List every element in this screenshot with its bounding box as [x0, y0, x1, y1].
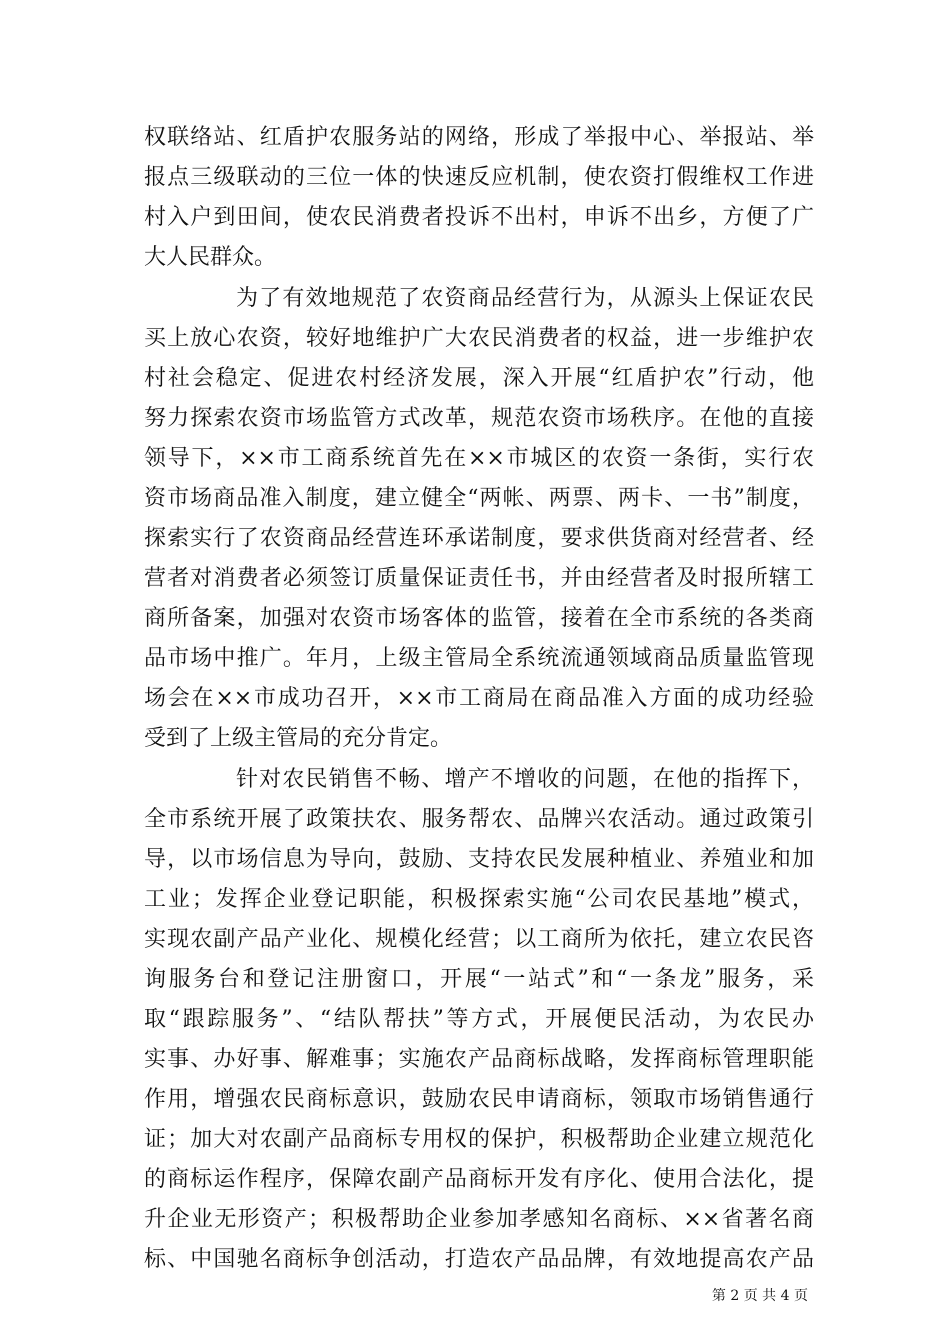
text-line: 品市场中推广。年月，上级主管局全系统流通领域商品质量监管现: [144, 646, 814, 671]
text-line: 询服务台和登记注册窗口，开展“一站式”和“一条龙”服务，采: [144, 967, 814, 992]
text-line: 买上放心农资，较好地维护广大农民消费者的权益，进一步维护农: [144, 326, 814, 351]
text-line: 权联络站、红盾护农服务站的网络，形成了举报中心、举报站、举: [144, 125, 814, 150]
paragraph-first-line: 针对农民销售不畅、增产不增收的问题，在他的指挥下，: [236, 767, 814, 792]
text-line: 探索实行了农资商品经营连环承诺制度，要求供货商对经营者、经: [144, 526, 814, 551]
paragraph-first-line: 为了有效地规范了农资商品经营行为，从源头上保证农民: [236, 286, 814, 311]
text-line: 村入户到田间，使农民消费者投诉不出村，申诉不出乡，方便了广: [144, 205, 814, 230]
text-line: 大人民群众。: [144, 245, 277, 270]
text-line: 营者对消费者必须签订质量保证责任书，并由经营者及时报所辖工: [144, 566, 814, 591]
text-line: 商所备案，加强对农资市场客体的监管，接着在全市系统的各类商: [144, 606, 814, 631]
text-line: 全市系统开展了政策扶农、服务帮农、品牌兴农活动。通过政策引: [144, 807, 814, 832]
text-line: 领导下，××市工商系统首先在××市城区的农资一条街，实行农: [144, 446, 814, 471]
text-line: 报点三级联动的三位一体的快速反应机制，使农资打假维权工作进: [144, 165, 814, 190]
text-line: 场会在××市成功召开，××市工商局在商品准入方面的成功经验: [144, 686, 814, 711]
text-line: 实现农副产品产业化、规模化经营；以工商所为依托，建立农民咨: [144, 927, 814, 952]
text-line: 导，以市场信息为导向，鼓励、支持农民发展种植业、养殖业和加: [144, 847, 814, 872]
text-line: 标、中国驰名商标争创活动，打造农产品品牌，有效地提高农产品: [144, 1247, 814, 1272]
text-line: 证；加大对农副产品商标专用权的保护，积极帮助企业建立规范化: [144, 1127, 814, 1152]
text-line: 实事、办好事、解难事；实施农产品商标战略，发挥商标管理职能: [144, 1047, 814, 1072]
text-line: 资市场商品准入制度，建立健全“两帐、两票、两卡、一书”制度，: [144, 486, 814, 511]
text-line: 努力探索农资市场监管方式改革，规范农资市场秩序。在他的直接: [144, 406, 814, 431]
text-line: 的商标运作程序，保障农副产品商标开发有序化、使用合法化，提: [144, 1167, 814, 1192]
text-line: 工业；发挥企业登记职能，积极探索实施“公司农民基地”模式，: [144, 887, 814, 912]
text-line: 作用，增强农民商标意识，鼓励农民申请商标，领取市场销售通行: [144, 1087, 814, 1112]
text-line: 升企业无形资产；积极帮助企业参加孝感知名商标、××省著名商: [144, 1207, 814, 1232]
text-line: 取“跟踪服务”、“结队帮扶”等方式，开展便民活动，为农民办: [144, 1007, 814, 1032]
page-number-footer: 第 2 页 共 4 页: [711, 1288, 808, 1304]
text-line: 受到了上级主管局的充分肯定。: [144, 726, 453, 751]
text-line: 村社会稳定、促进农村经济发展，深入开展“红盾护农”行动，他: [144, 366, 814, 391]
